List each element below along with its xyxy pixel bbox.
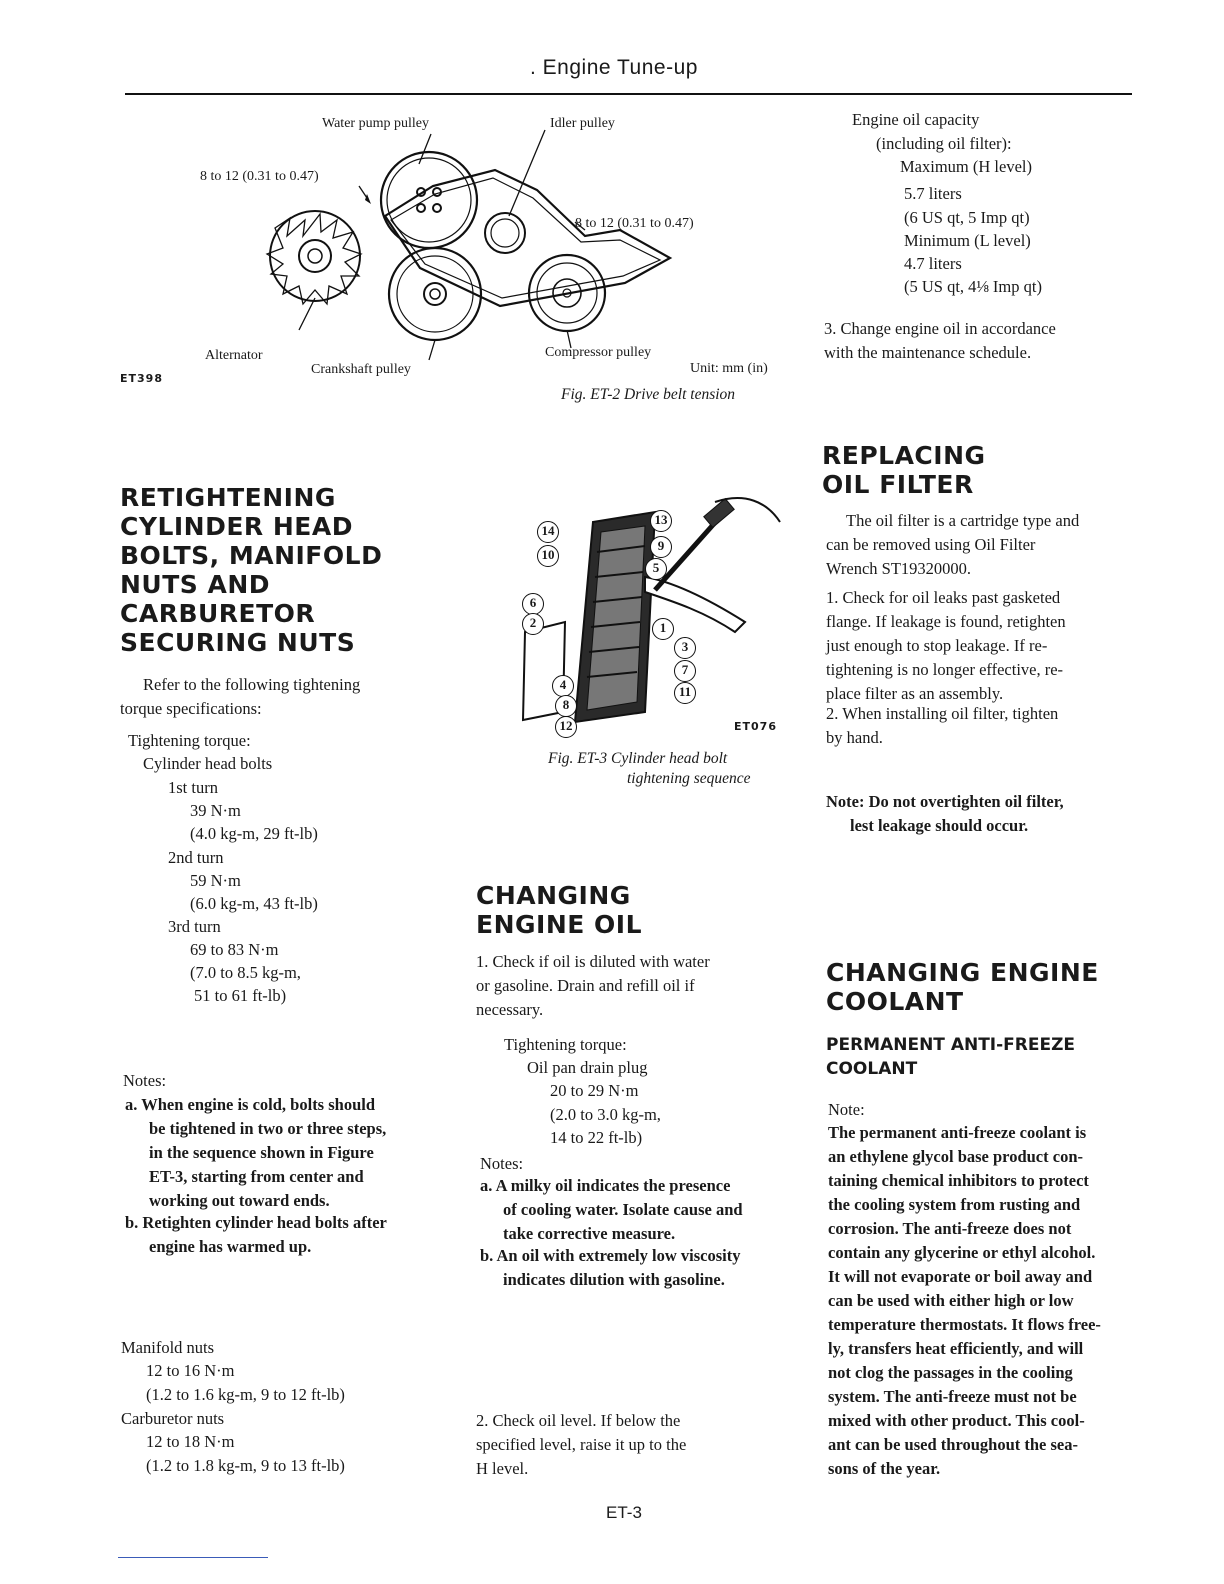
water-pump-pulley-label: Water pump pulley xyxy=(322,116,429,131)
bolt-number-10: 10 xyxy=(537,545,559,567)
oil-capacity-filter: (including oil filter): xyxy=(876,134,1012,153)
page-number: ET-3 xyxy=(606,1503,642,1522)
first-turn-kgm: (4.0 kg-m, 29 ft-lb) xyxy=(190,824,318,843)
second-turn-label: 2nd turn xyxy=(168,848,224,867)
header-rule xyxy=(125,93,1132,95)
bolt-number-6: 6 xyxy=(522,593,544,615)
figure-code-et076: ET076 xyxy=(734,720,777,733)
manifold-nuts-label: Manifold nuts xyxy=(121,1338,215,1357)
oil-filter-intro: The oil filter is a cartridge type and can be removed using Oil Filter Wrench ST19320000. xyxy=(826,511,1080,578)
retightening-heading: RETIGHTENING CYLINDER HEAD BOLTS, MANIFOLD NUTS AND CARBURETOR SECURING NUTS xyxy=(120,483,383,657)
oil-step-2: 2. Check oil level. If below the specified level, raise it up to the H level. xyxy=(476,1411,687,1478)
bolt-number-3: 3 xyxy=(674,637,696,659)
intro-line-2: torque specifications: xyxy=(120,699,262,718)
carburetor-nm: 12 to 18 N·m xyxy=(146,1432,235,1451)
crankshaft-pulley-label: Crankshaft pulley xyxy=(311,362,411,377)
oil-step-1: 1. Check if oil is diluted with water or gasoline. Drain and refill oil if necessary. xyxy=(476,952,710,1019)
changing-engine-oil-heading: CHANGING ENGINE OIL xyxy=(476,881,643,939)
third-turn-nm: 69 to 83 N·m xyxy=(190,940,279,959)
manifold-kgm: (1.2 to 1.6 kg-m, 9 to 12 ft-lb) xyxy=(146,1385,345,1404)
bolt-number-1: 1 xyxy=(652,618,674,640)
oil-capacity-min-liters: 4.7 liters xyxy=(904,254,962,273)
figure-et3-caption-line-2: tightening sequence xyxy=(627,770,751,787)
oil-note-a: a. A milky oil indicates the presence of cooling water. Isolate cause and take corrective measure. xyxy=(480,1176,743,1243)
note-b: b. Retighten cylinder head bolts after engine has warmed up. xyxy=(125,1213,387,1256)
compressor-pulley-label: Compressor pulley xyxy=(545,345,652,360)
figure-et3-caption-line-1: Fig. ET-3 Cylinder head bolt xyxy=(548,750,728,767)
first-turn-nm: 39 N·m xyxy=(190,801,241,820)
first-turn-label: 1st turn xyxy=(168,778,218,797)
replacing-oil-filter-heading: REPLACING OIL FILTER xyxy=(822,441,986,499)
coolant-note-body: The permanent anti-freeze coolant is an ethylene glycol base product con- taining chemical inhibitors to protect the cooling system from rusting and corrosion. The anti-freeze does not contain any glycerine or ethyl alcohol. It will not evaporate or boil away and can be used with either high or low temperature thermostats. It flows free- ly, transfers heat efficiently, and will not clog the passages in the cooling system. The anti-freeze must not be mixed with other product. This cool- ant can be used throughout the sea- sons of the year. xyxy=(828,1123,1101,1478)
permanent-antifreeze-subheading: PERMANENT ANTI-FREEZE COOLANT xyxy=(826,1035,1076,1079)
oil-capacity-max-liters: 5.7 liters xyxy=(904,184,962,203)
oil-capacity-min-qt: (5 US qt, 4⅛ Imp qt) xyxy=(904,277,1042,296)
oil-capacity-label: Engine oil capacity xyxy=(852,110,980,129)
oil-notes-label: Notes: xyxy=(480,1154,524,1173)
left-belt-tension-label: 8 to 12 (0.31 to 0.47) xyxy=(200,169,319,184)
notes-label: Notes: xyxy=(123,1071,167,1090)
third-turn-kgm: (7.0 to 8.5 kg-m, xyxy=(190,963,301,982)
coolant-note-label: Note: xyxy=(828,1100,865,1119)
changing-engine-coolant-heading: CHANGING ENGINE COOLANT xyxy=(826,958,1099,1016)
bolt-number-8: 8 xyxy=(555,695,577,717)
bolt-number-13: 13 xyxy=(650,510,672,532)
drain-plug-ftlb: 14 to 22 ft-lb) xyxy=(550,1128,643,1147)
carburetor-kgm: (1.2 to 1.8 kg-m, 9 to 13 ft-lb) xyxy=(146,1456,345,1475)
alternator-label: Alternator xyxy=(205,348,263,363)
oil-capacity-min-label: Minimum (L level) xyxy=(904,231,1031,250)
oil-capacity-max-label: Maximum (H level) xyxy=(900,157,1032,176)
drain-plug-label: Oil pan drain plug xyxy=(527,1058,648,1077)
idler-pulley-label: Idler pulley xyxy=(550,116,615,131)
oil-filter-step-2: 2. When installing oil filter, tighten by hand. xyxy=(826,704,1059,747)
oil-capacity-max-qt: (6 US qt, 5 Imp qt) xyxy=(904,208,1030,227)
figure-code-et398: ET398 xyxy=(120,372,163,385)
right-belt-tension-label: 8 to 12 (0.31 to 0.47) xyxy=(575,216,694,231)
bolt-number-5: 5 xyxy=(645,558,667,580)
oil-note-b: b. An oil with extremely low viscosity indicates dilution with gasoline. xyxy=(480,1246,741,1289)
third-turn-ftlb: 51 to 61 ft-lb) xyxy=(194,986,287,1005)
bolt-number-9: 9 xyxy=(650,536,672,558)
tightening-torque-label: Tightening torque: xyxy=(128,731,251,750)
cylinder-head-bolts-label: Cylinder head bolts xyxy=(143,754,273,773)
drain-plug-nm: 20 to 29 N·m xyxy=(550,1081,639,1100)
bolt-number-7: 7 xyxy=(674,660,696,682)
bolt-number-11: 11 xyxy=(674,682,696,704)
footer-rule xyxy=(118,1557,268,1558)
bolt-number-4: 4 xyxy=(552,675,574,697)
oil-tightening-torque-label: Tightening torque: xyxy=(504,1035,627,1054)
bolt-number-2: 2 xyxy=(522,613,544,635)
drain-plug-kgm: (2.0 to 3.0 kg-m, xyxy=(550,1105,661,1124)
figure-et2-caption: Fig. ET-2 Drive belt tension xyxy=(561,386,736,403)
manifold-nm: 12 to 16 N·m xyxy=(146,1361,235,1380)
bolt-number-12: 12 xyxy=(555,716,577,738)
unit-label: Unit: mm (in) xyxy=(690,361,768,376)
intro-line-1: Refer to the following tightening xyxy=(143,675,361,694)
second-turn-nm: 59 N·m xyxy=(190,871,241,890)
oil-filter-note: Note: Do not overtighten oil filter, lest leakage should occur. xyxy=(826,792,1064,835)
third-turn-label: 3rd turn xyxy=(168,917,221,936)
carburetor-nuts-label: Carburetor nuts xyxy=(121,1409,225,1428)
oil-step-3: 3. Change engine oil in accordance with the maintenance schedule. xyxy=(824,319,1056,362)
oil-filter-step-1: 1. Check for oil leaks past gasketed flange. If leakage is found, retighten just enough to stop leakage. If re- tightening is no longer effective, re- place filter as an assembly. xyxy=(826,588,1066,703)
second-turn-kgm: (6.0 kg-m, 43 ft-lb) xyxy=(190,894,318,913)
note-a: a. When engine is cold, bolts should be tightened in two or three steps, in the sequence shown in Figure ET-3, starting from center and working out toward ends. xyxy=(125,1095,387,1210)
bolt-number-14: 14 xyxy=(537,521,559,543)
page-header: . Engine Tune-up xyxy=(530,56,698,79)
